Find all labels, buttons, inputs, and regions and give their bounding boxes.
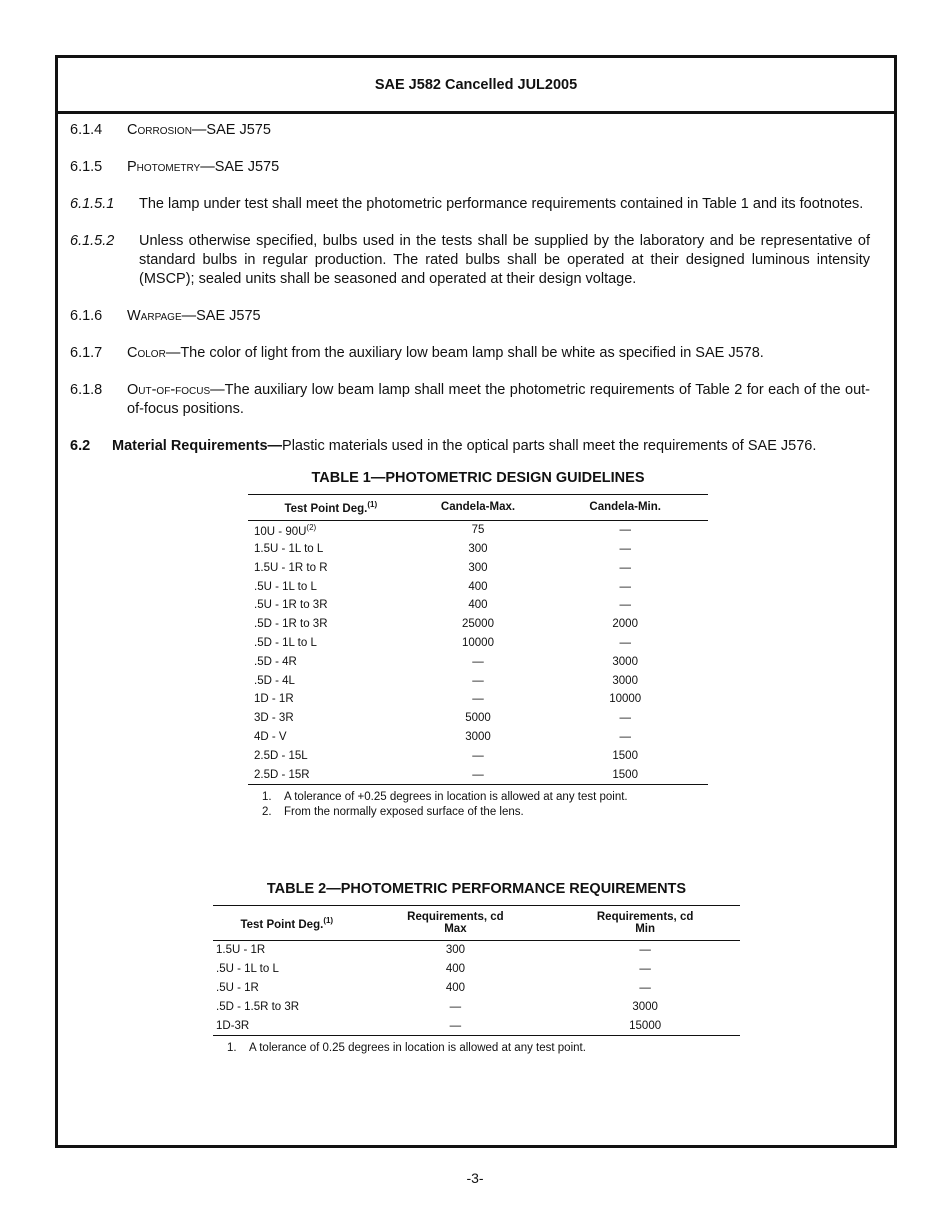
- table-1-cell: 1500: [612, 768, 638, 781]
- table-2-header-min: Requirements, cd Min: [596, 911, 694, 935]
- table-2-cell: .5D - 1.5R to 3R: [216, 1000, 300, 1013]
- table-1-cell: —: [619, 712, 631, 725]
- section-6-1-8: 6.1.8 Out-of-focus—The auxiliary low beam lamp shall meet the photometric requirements of Table 2 for each of the out-of-focus positions.: [70, 382, 870, 417]
- table-1-cell: 10000: [462, 637, 494, 649]
- table-2-cell: 1D-3R: [216, 1019, 250, 1032]
- table-1-cell: $10U - 90U^{(2)}$: [254, 522, 317, 538]
- table-1-cell: —: [619, 580, 631, 593]
- section-6-1-5-2: 6.1.5.2 Unless otherwise specified, bulbs used in the tests shall be supplied by the laboratory and be representative of standard bulbs in regular production. The rated bulbs shall be operated at their designed luminous intensity (MSCP); sealed units shall be seasoned and operated at their design voltage.: [70, 233, 870, 287]
- table-2: [213, 881, 740, 1056]
- table-1-row: [248, 540, 708, 559]
- table-1-row: [248, 671, 708, 690]
- section-6-1-6: 6.1.6 Warpage—SAE J575: [70, 308, 261, 324]
- table-2-cell: —: [449, 1019, 462, 1032]
- table-1-cell: 25000: [462, 618, 494, 631]
- table-1-cell: —: [619, 524, 631, 537]
- body-content: [70, 121, 870, 474]
- table-1-row: [248, 596, 708, 615]
- table-1-cell: 1D - 1R: [254, 693, 294, 706]
- table-2-row: [213, 979, 740, 998]
- table-1-header-test-point: Test Point Deg.$^{(1)}$: [284, 500, 378, 515]
- table-2-cell: 1.5U - 1R: [216, 944, 266, 957]
- section-6-1-4: 6.1.4 Corrosion—SAE J575: [70, 122, 271, 138]
- table-1-cell: —: [619, 543, 631, 556]
- table-1-row: [248, 728, 708, 747]
- table-1-cell: 3D - 3R: [254, 712, 294, 725]
- table-2-row: [213, 941, 740, 960]
- table-1-grid: [248, 494, 708, 785]
- table-1-cell: 3000: [465, 730, 491, 743]
- table-1-cell: 10000: [609, 693, 642, 706]
- table-2-cell: 400: [445, 963, 465, 976]
- table-1-cell: 2.5D - 15R: [254, 768, 310, 781]
- section-6-1-5-1: 6.1.5.1 The lamp under test shall meet the photometric performance requirements contained in Table 1 and its footnotes.: [70, 196, 864, 212]
- table-1-row: [248, 690, 708, 709]
- table-1-row: [248, 709, 708, 728]
- table-2-cell: —: [639, 981, 651, 994]
- table-1-cell: —: [472, 674, 484, 687]
- table-1-cell: 5000: [465, 712, 491, 725]
- section-6-2: 6.2 Material Requirements—Plastic materials used in the optical parts shall meet the requirements of SAE J576.: [70, 438, 817, 454]
- table-1-cell: —: [619, 730, 631, 743]
- table-1-cell: 1.5U - 1R to R: [254, 561, 328, 574]
- table-1-row: [248, 615, 708, 634]
- page-header: SAE J582 Cancelled JUL2005: [58, 58, 894, 114]
- table-1-row: [248, 634, 708, 653]
- table-1-cell: 1500: [612, 749, 638, 762]
- table-1-header-min: Candela-Min.: [589, 501, 661, 514]
- table-1-cell: 3000: [612, 655, 638, 668]
- table-2-cell: 3000: [632, 1000, 658, 1013]
- table-1-cell: .5U - 1R to 3R: [254, 599, 328, 612]
- table-2-header-max: Requirements, cd Max: [407, 911, 504, 935]
- table-2-cell: .5U - 1L to L: [216, 963, 279, 976]
- table-2-footnotes: [213, 1041, 740, 1056]
- table-2-grid: [213, 905, 740, 1036]
- table-1-cell: —: [619, 561, 631, 574]
- table-2-row: [213, 1016, 740, 1035]
- table-1-footnotes: [248, 790, 708, 820]
- table-2-cell: —: [639, 963, 651, 976]
- table-1-cell: —: [619, 599, 631, 612]
- table-1-footnote: 2. From the normally exposed surface of the lens.: [262, 805, 524, 818]
- table-1-row: [248, 652, 708, 671]
- table-1-row: [248, 746, 708, 765]
- section-6-1-7: 6.1.7 Color—The color of light from the auxiliary low beam lamp shall be white as specified in SAE J578.: [70, 345, 764, 361]
- table-2-title: TABLE 2—PHOTOMETRIC PERFORMANCE REQUIREMENTS: [266, 881, 687, 897]
- table-1-cell: —: [472, 749, 484, 762]
- table-1-cell: —: [472, 655, 484, 668]
- table-2-cell: —: [449, 1000, 462, 1013]
- table-1-cell: 1.5U - 1L to L: [254, 543, 324, 556]
- table-1-cell: —: [472, 768, 484, 781]
- table-1-row: [248, 558, 708, 577]
- table-2-cell: —: [639, 944, 651, 957]
- section-6-1-5: 6.1.5 Photometry—SAE J575: [70, 159, 280, 175]
- table-2-cell: 400: [445, 981, 465, 994]
- table-1-cell: 300: [468, 543, 488, 556]
- table-1-cell: 2000: [612, 618, 638, 631]
- table-1-cell: 2.5D - 15L: [254, 749, 308, 762]
- table-1-header-max: Candela-Max.: [440, 501, 516, 514]
- table-1-cell: .5D - 4R: [254, 655, 297, 668]
- table-2-footnote: 1. A tolerance of 0.25 degrees in location is allowed at any test point.: [227, 1041, 586, 1054]
- table-1-cell: .5D - 1R to 3R: [254, 618, 328, 631]
- table-1-cell: 300: [468, 561, 488, 574]
- table-1-footnote: 1. A tolerance of +0.25 degrees in location is allowed at any test point.: [262, 790, 628, 803]
- table-1-cell: 400: [468, 599, 488, 612]
- table-1-cell: 400: [468, 580, 488, 593]
- table-1-cell: —: [619, 637, 631, 649]
- table-2-cell: 15000: [629, 1019, 662, 1032]
- page-frame: [55, 55, 897, 1148]
- table-2-row: [213, 997, 740, 1016]
- table-1-row: [248, 577, 708, 596]
- table-1-row: [248, 765, 708, 784]
- table-1-cell: 4D - V: [254, 730, 287, 743]
- table-2-row: [213, 960, 740, 979]
- table-2-cell: .5U - 1R: [216, 981, 259, 994]
- table-1-cell: .5U - 1L to L: [254, 580, 317, 593]
- table-2-header-test-point: Test Point Deg.$^{(1)}$: [240, 915, 334, 931]
- table-1-cell: .5D - 1L to L: [254, 637, 317, 649]
- table-1-title: TABLE 1—PHOTOMETRIC DESIGN GUIDELINES: [311, 470, 645, 486]
- table-1-cell: —: [472, 693, 484, 706]
- page-number: -3-: [466, 1170, 484, 1186]
- table-1-cell: 75: [471, 524, 485, 537]
- table-1-row: [248, 520, 708, 539]
- table-1-cell: 3000: [612, 674, 638, 687]
- table-2-cell: 300: [445, 944, 465, 957]
- table-1: [248, 470, 708, 820]
- table-1-cell: .5D - 4L: [254, 674, 295, 687]
